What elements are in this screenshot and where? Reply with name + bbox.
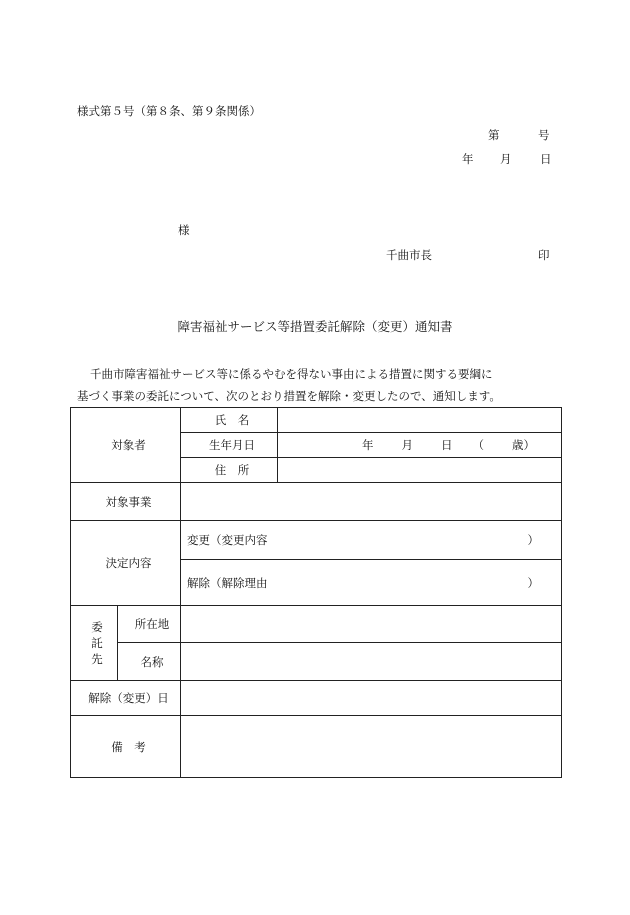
contractor-char-1: 委: [91, 620, 103, 634]
row-decision-change: [71, 521, 562, 560]
date-year: 年: [462, 152, 474, 166]
contractor-label: [71, 606, 118, 681]
row-remarks: [71, 716, 562, 778]
location-field[interactable]: [181, 606, 562, 643]
address-field[interactable]: [278, 458, 562, 483]
notice-form-table: [70, 407, 562, 778]
birth-age: 歳）: [512, 438, 535, 452]
subject-label: 対象者: [71, 408, 181, 483]
form-number: 様式第５号（第８条、第９条関係）: [77, 104, 261, 118]
row-service: [71, 483, 562, 521]
birth-paren-open: （: [472, 438, 484, 452]
doc-number-go: 号: [538, 128, 550, 142]
date-day: 日: [540, 152, 552, 166]
service-label: 対象事業: [71, 483, 181, 521]
decision-change-text: 変更（変更内容: [187, 533, 268, 547]
doc-number-dai: 第: [488, 128, 500, 142]
birth-day: 日: [441, 438, 453, 452]
birth-field[interactable]: [278, 433, 562, 458]
row-subject-name: [71, 408, 562, 433]
birth-label: 生年月日: [181, 433, 278, 458]
decision-cancel-field[interactable]: [181, 560, 562, 606]
birth-year: 年: [362, 438, 374, 452]
cancel-date-label: 解除（変更）日: [71, 681, 181, 716]
row-cancel-date: [71, 681, 562, 716]
service-field[interactable]: [181, 483, 562, 521]
decision-label: 決定内容: [71, 521, 181, 606]
name-label: 氏 名: [181, 408, 278, 433]
body-text-line1: 千曲市障害福祉サービス等に係るやむを得ない事由による措置に関する要綱に: [90, 367, 493, 381]
decision-change-close: ）: [527, 533, 539, 547]
date-month: 月: [500, 152, 512, 166]
decision-cancel-close: ）: [527, 575, 539, 590]
document-title: 障害福祉サービス等措置委託解除（変更）通知書: [177, 319, 453, 334]
location-label: 所在地: [118, 606, 181, 643]
issuer-title: 千曲市長: [386, 248, 432, 262]
contractor-name-field[interactable]: [181, 643, 562, 681]
remarks-label: 備 考: [71, 716, 181, 778]
issuer-seal: 印: [538, 248, 550, 262]
contractor-name-label: 名称: [118, 643, 181, 681]
name-field[interactable]: [278, 408, 562, 433]
cancel-date-field[interactable]: [181, 681, 562, 716]
remarks-field[interactable]: [181, 716, 562, 778]
contractor-char-2: 託: [91, 636, 103, 650]
row-contractor-name: [71, 643, 562, 681]
birth-month: 月: [401, 438, 413, 452]
body-text-line2: 基づく事業の委託について、次のとおり措置を解除・変更したので、通知します。: [77, 389, 501, 403]
row-contractor-location: [71, 606, 562, 643]
decision-change-field[interactable]: [181, 521, 562, 560]
decision-cancel-text: 解除（解除理由: [187, 575, 268, 590]
recipient-sama: 様: [178, 223, 190, 237]
address-label: 住 所: [181, 458, 278, 483]
contractor-char-3: 先: [91, 652, 103, 666]
